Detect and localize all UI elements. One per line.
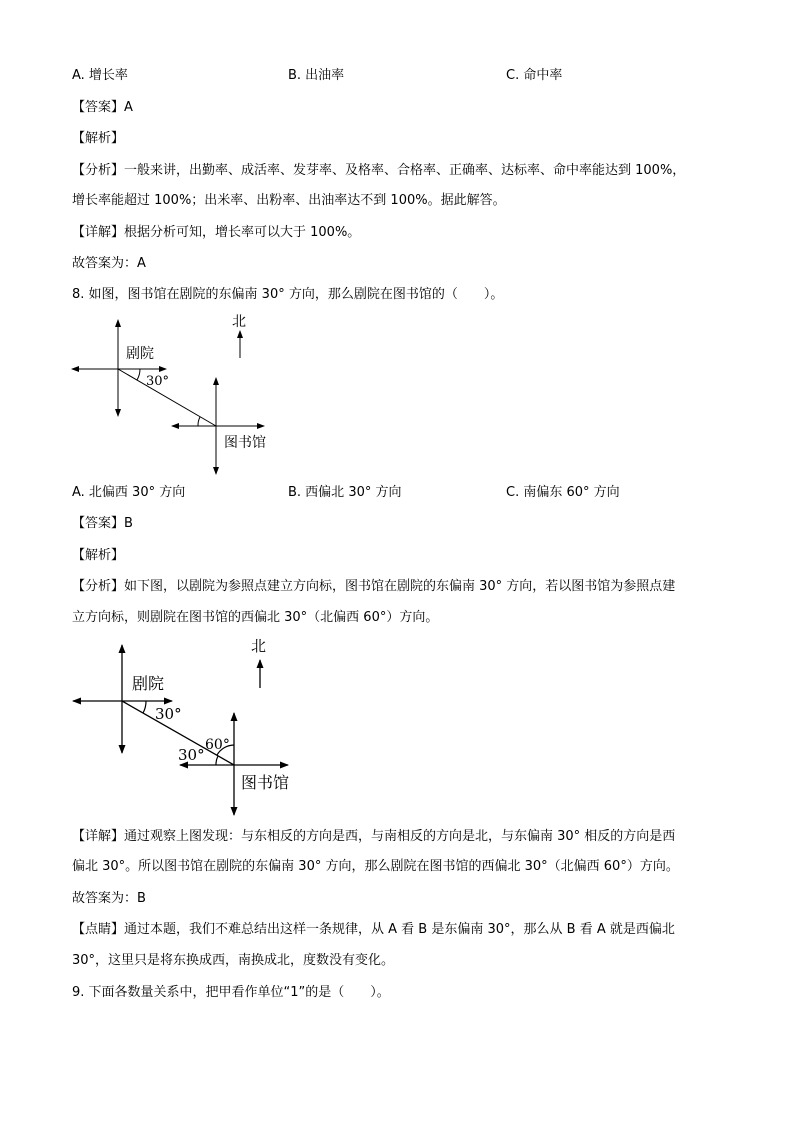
angle-label: 30° [146,374,170,389]
angle-arc-theater [143,701,146,713]
q8-tip-line-1: 【点睛】通过本题，我们不难总结出这样一条规律，从 A 看 B 是东偏南 30°，那么从 B 看 A 就是西偏北 [72,922,675,937]
q8-direction-figure [66,306,326,476]
library-label: 图书馆 [224,435,266,451]
q8-option-b: B. 西偏北 30° 方向 [288,485,402,500]
q7-analysis-line-1: 【分析】一般来讲，出勤率、成活率、发芽率、及格率、合格率、正确率、达标率、命中率能达到 100%， [72,163,686,178]
angle-arc-library [198,417,200,426]
q7-detail: 【详解】根据分析可知，增长率可以大于 100%。 [72,225,361,240]
q8-solution-figure [70,633,300,818]
q8-detail-line-2: 偏北 30°。所以图书馆在剧院的东偏南 30° 方向，那么剧院在图书馆的西偏北 30°（北偏西 60°）方向。 [72,859,679,874]
angle-arc-library-west [216,756,218,765]
north-label: 北 [232,314,246,330]
library-label: 图书馆 [241,773,290,792]
angle-label-theater: 30° [155,705,182,723]
q7-final-answer: 故答案为：A [72,256,146,271]
q7-analysis-line-2: 增长率能超过 100%；出米率、出粉率、出油率达不到 100%。据此解答。 [72,193,506,208]
theater-label: 剧院 [132,674,165,693]
angle-label-library-north: 60° [205,737,230,753]
q8-analysis-line-1: 【分析】如下图，以剧院为参照点建立方向标，图书馆在剧院的东偏南 30° 方向，若以图书馆为参照点建 [72,579,676,594]
q7-jiexi-heading: 【解析】 [72,131,125,146]
q8-jiexi-heading: 【解析】 [72,548,125,563]
angle-arc-theater [137,369,140,380]
q8-analysis-line-2: 立方向标，则剧院在图书馆的西偏北 30°（北偏西 60°）方向。 [72,610,439,625]
q7-answer: 【答案】A [72,100,133,115]
theater-label: 剧院 [126,346,154,362]
q8-detail-line-1: 【详解】通过观察上图发现：与东相反的方向是西，与南相反的方向是北，与东偏南 30° 相反的方向是西 [72,829,676,844]
q8-tip-line-2: 30°，这里只是将东换成西，南换成北，度数没有变化。 [72,953,395,968]
q8-option-c: C. 南偏东 60° 方向 [506,485,620,500]
q8-option-a: A. 北偏西 30° 方向 [72,485,186,500]
q8-answer: 【答案】B [72,516,133,531]
q9-stem: 9. 下面各数量关系中，把甲看作单位“1”的是（ ）。 [72,985,390,1000]
q8-stem: 8. 如图，图书馆在剧院的东偏南 30° 方向，那么剧院在图书馆的（ ）。 [72,287,504,302]
angle-label-library-west: 30° [178,746,205,764]
north-label: 北 [251,637,267,655]
q7-option-b: B. 出油率 [288,68,345,83]
q7-option-a: A. 增长率 [72,68,128,83]
q8-final-answer: 故答案为：B [72,891,146,906]
q7-option-c: C. 命中率 [506,68,563,83]
